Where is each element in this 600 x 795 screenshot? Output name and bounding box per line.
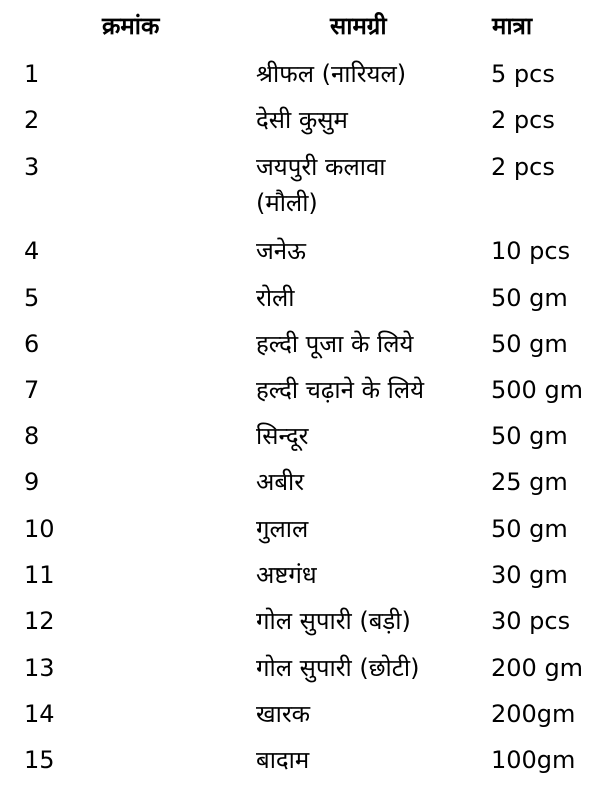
row-quantity: 50 gm — [491, 422, 568, 450]
row-item: गोल सुपारी (बड़ी) — [256, 607, 411, 635]
row-number: 8 — [24, 422, 40, 450]
row-item: रोली — [256, 284, 295, 312]
row-item: हल्दी पूजा के लिये — [256, 330, 414, 358]
row-number: 15 — [24, 746, 55, 774]
row-number: 5 — [24, 284, 40, 312]
header-quantity: मात्रा — [492, 12, 533, 40]
row-item: अष्टगंध — [256, 561, 317, 589]
row-quantity: 100gm — [491, 746, 576, 774]
row-item: श्रीफल (नारियल) — [256, 60, 407, 88]
row-item: गुलाल — [256, 515, 309, 543]
row-number: 1 — [24, 60, 40, 88]
row-item: गोल सुपारी (छोटी) — [256, 654, 420, 682]
row-item: जनेऊ — [256, 237, 306, 265]
row-item: खारक — [256, 700, 311, 728]
row-quantity: 50 gm — [491, 284, 568, 312]
row-quantity: 200 gm — [491, 654, 584, 682]
header-serial-number: क्रमांक — [102, 12, 160, 40]
row-quantity: 500 gm — [491, 376, 584, 404]
row-quantity: 25 gm — [491, 468, 568, 496]
row-number: 9 — [24, 468, 40, 496]
row-number: 2 — [24, 106, 40, 134]
row-quantity: 30 gm — [491, 561, 568, 589]
row-number: 6 — [24, 330, 40, 358]
header-item: सामग्री — [330, 12, 387, 40]
row-item: बादाम — [256, 746, 310, 774]
row-quantity: 200gm — [491, 700, 576, 728]
row-quantity: 30 pcs — [491, 607, 571, 635]
row-item: हल्दी चढ़ाने के लिये — [256, 376, 425, 404]
row-number: 7 — [24, 376, 40, 404]
row-number: 12 — [24, 607, 55, 635]
row-number: 11 — [24, 561, 55, 589]
row-item: देसी कुसुम — [256, 106, 348, 134]
row-item: जयपुरी कलावा (मौली) — [256, 153, 386, 217]
row-quantity: 10 pcs — [491, 237, 571, 265]
row-quantity: 5 pcs — [491, 60, 555, 88]
row-number: 4 — [24, 237, 40, 265]
row-item: सिन्दूर — [256, 422, 309, 450]
row-quantity: 2 pcs — [491, 106, 555, 134]
row-number: 14 — [24, 700, 55, 728]
row-quantity: 50 gm — [491, 515, 568, 543]
row-quantity: 2 pcs — [491, 153, 555, 181]
row-number: 10 — [24, 515, 55, 543]
row-quantity: 50 gm — [491, 330, 568, 358]
row-number: 13 — [24, 654, 55, 682]
row-number: 3 — [24, 153, 40, 181]
row-item: अबीर — [256, 468, 305, 496]
